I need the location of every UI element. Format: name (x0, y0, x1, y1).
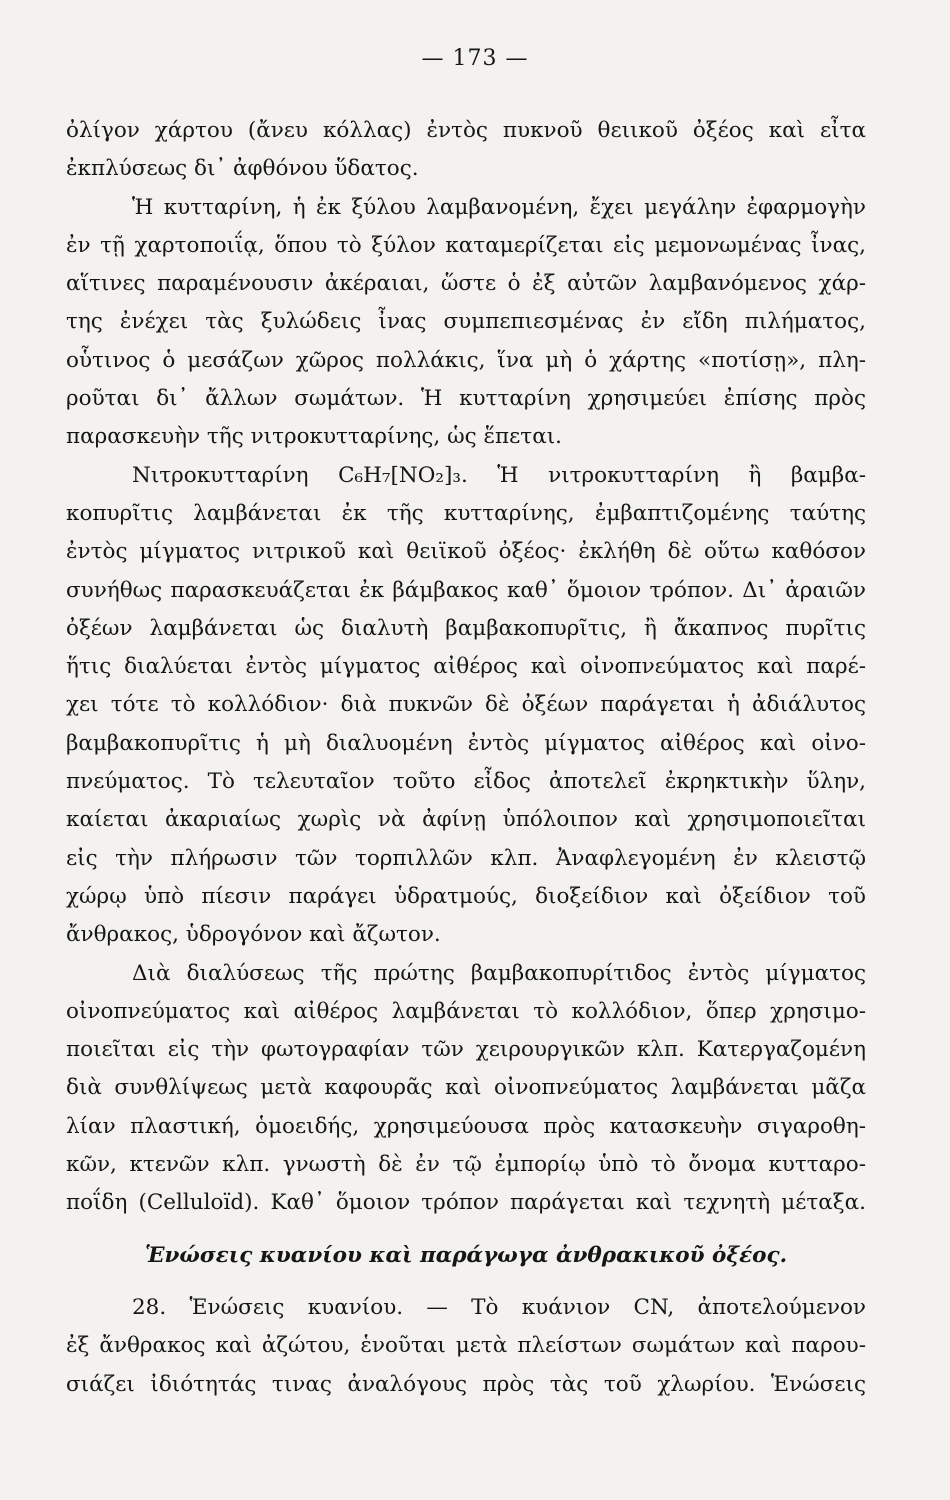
text-line: της ἐνέχει τὰς ξυλώδεις ἶνας συμπεπιεσμένας ἐν εἴδη πιλήματος, (66, 309, 866, 335)
body-text (66, 112, 866, 1404)
text-line: σιάζει ἰδιότητάς τινας ἀναλόγους πρὸς τὰς τοῦ χλωρίου. Ἑνώσεις (66, 1371, 866, 1397)
text-line: ὀξέων λαμβάνεται ὡς διαλυτὴ βαμβακοπυρῖτις, ἢ ἄκαπνος πυρῖτις (66, 615, 866, 641)
text-line: διὰ συνθλίψεως μετὰ καφουρᾶς καὶ οἰνοπνεύματος λαμβάνεται μᾶζα (66, 1075, 866, 1101)
text-line: καίεται ἀκαριαίως χωρὶς νὰ ἀφίνῃ ὑπόλοιπον καὶ χρησιμοποιεῖται (66, 807, 866, 833)
text-line: ποΐδη (Celluloïd). Καθ᾿ ὅμοιον τρόπον παράγεται καὶ τεχνητὴ μέταξα. (66, 1190, 866, 1216)
text-line: ποιεῖται εἰς τὴν φωτογραφίαν τῶν χειρουργικῶν κλπ. Κατεργαζομένη (66, 1037, 866, 1063)
text-line: λίαν πλαστική, ὁμοειδής, χρησιμεύουσα πρὸς κατασκευὴν σιγαροθη- (66, 1113, 866, 1139)
text-line: κῶν, κτενῶν κλπ. γνωστὴ δὲ ἐν τῷ ἐμπορίῳ ὑπὸ τὸ ὄνομα κυτταρο- (66, 1152, 866, 1178)
text-block-main (66, 112, 866, 1223)
text-line: ἐξ ἄνθρακος καὶ ἀζώτου, ἑνοῦται μετὰ πλείστων σωμάτων καὶ παρου- (66, 1333, 866, 1359)
text-line: ροῦται δι᾿ ἄλλων σωμάτων. Ἡ κυτταρίνη χρησιμεύει ἐπίσης πρὸς (66, 386, 866, 412)
text-line: ἐν τῇ χαρτοποιΐᾳ, ὅπου τὸ ξύλον καταμερίζεται εἰς μεμονωμένας ἶνας, (66, 232, 866, 258)
text-line: ὀλίγον χάρτου (ἄνευ κόλλας) ἐντὸς πυκνοῦ θειικοῦ ὀξέος καὶ εἶτα (66, 118, 866, 143)
text-line: χει τότε τὸ κολλόδιον· διὰ πυκνῶν δὲ ὀξέων παράγεται ἡ ἀδιάλυτος (66, 692, 866, 718)
text-line: ἄνθρακος, ὑδρογόνον καὶ ἄζωτον. (66, 922, 441, 948)
text-line: Νιτροκυτταρίνη C₆H₇[NO₂]₃. Ἡ νιτροκυτταρίνη ἢ βαμβα- (132, 462, 866, 488)
text-line: οἰνοπνεύματος καὶ αἰθέρος λαμβάνεται τὸ κολλόδιον, ὅπερ χρησιμο- (66, 998, 866, 1024)
text-line: Ἡ κυτταρίνη, ἡ ἐκ ξύλου λαμβανομένη, ἔχει μεγάλην ἐφαρμογὴν (132, 194, 866, 220)
text-line: βαμβακοπυρῖτις ἡ μὴ διαλυομένη ἐντὸς μίγματος αἰθέρος καὶ οἰνο- (66, 730, 866, 756)
text-line: συνήθως παρασκευάζεται ἐκ βάμβακος καθ᾿ ὅμοιον τρόπον. Δι᾿ ἀραιῶν (66, 577, 866, 603)
text-line: εἰς τὴν πλήρωσιν τῶν τορπιλλῶν κλπ. Ἀναφλεγομένη ἐν κλειστῷ (66, 845, 866, 871)
text-line: παρασκευὴν τῆς νιτροκυτταρίνης, ὡς ἕπεται. (66, 424, 562, 450)
text-line: ἐκπλύσεως δι᾿ ἀφθόνου ὕδατος. (66, 156, 419, 182)
text-line: πνεύματος. Τὸ τελευταῖον τοῦτο εἶδος ἀποτελεῖ ἐκρηκτικὴν ὕλην, (66, 769, 866, 795)
section-heading: Ἑνώσεις κυανίου καὶ παράγωγα ἀνθρακικοῦ ὀξέος. (144, 1242, 788, 1268)
text-line: ἥτις διαλύεται ἐντὸς μίγματος αἰθέρος καὶ οἰνοπνεύματος καὶ παρέ- (66, 654, 866, 680)
text-line: χώρῳ ὑπὸ πίεσιν παράγει ὑδρατμούς, διοξείδιον καὶ ὀξείδιον τοῦ (66, 883, 866, 909)
text-block-section-28 (66, 1289, 866, 1404)
page-number: — 173 — (421, 46, 529, 71)
text-line: οὗτινος ὁ μεσάζων χῶρος πολλάκις, ἵνα μὴ ὁ χάρτης «ποτίσῃ», πλη- (66, 347, 866, 373)
text-line: αἵτινες παραμένουσιν ἀκέραιαι, ὥστε ὁ ἐξ αὐτῶν λαμβανόμενος χάρ- (66, 271, 866, 297)
text-line: ἐντὸς μίγματος νιτρικοῦ καὶ θειϊκοῦ ὀξέος· ἐκλήθη δὲ οὕτω καθόσον (66, 539, 866, 565)
text-line: κοπυρῖτις λαμβάνεται ἐκ τῆς κυτταρίνης, ἐμβαπτιζομένης ταύτης (66, 500, 866, 526)
text-line: Διὰ διαλύσεως τῆς πρώτης βαμβακοπυρίτιδος ἐντὸς μίγματος (132, 960, 866, 986)
text-line: 28. Ἑνώσεις κυανίου. — Τὸ κυάνιον CN, ἀποτελούμενον (132, 1294, 866, 1320)
